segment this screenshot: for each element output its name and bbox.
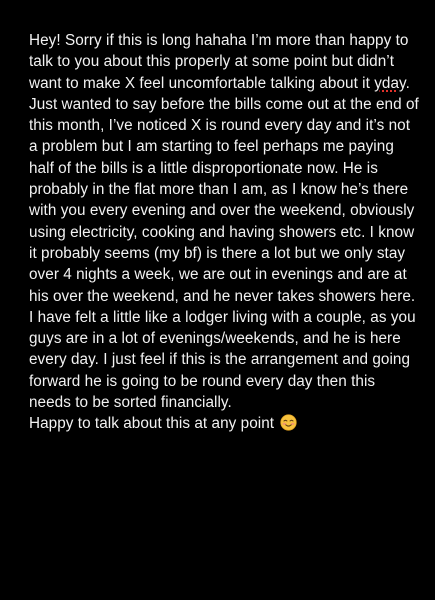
- smiling-face-blushing-icon: [280, 414, 297, 431]
- misspelled-word[interactable]: yday: [374, 74, 406, 92]
- paragraph-1-end: .: [405, 74, 410, 92]
- message-paragraph-2: Just wanted to say before the bills come out at the end of this month, I’ve noticed X is round every day and it’s not a problem but I am starting to feel perhaps me paying half of the bills is a little disproportionate now. He is probably in the flat more than I am, as I know he’s there with you every evening and over the weekend, obviously using electricity, cooking and having showers etc. I know it probably seems (my bf) is there a lot but we only stay over 4 nights a week, we are out in evenings and are at his over the weekend, and he never takes showers here.: [29, 95, 419, 305]
- paragraph-4-text: Happy to talk about this at any point: [29, 415, 279, 433]
- message-paragraph-4: [29, 413, 419, 434]
- paragraph-1-text: Hey! Sorry if this is long hahaha I’m more than happy to talk to you about this properly at some point but didn’t want to make X feel uncomfortable talking about it: [29, 32, 409, 92]
- message-body: [29, 30, 419, 435]
- message-paragraph-1: [29, 30, 419, 94]
- message-paragraph-3: I have felt a little like a lodger living with a couple, as you guys are in a lot of evenings/weekends, and he is here every day. I just feel if this is the arrangement and going forward he is going to be round every day then this needs to be sorted financially.: [29, 308, 416, 412]
